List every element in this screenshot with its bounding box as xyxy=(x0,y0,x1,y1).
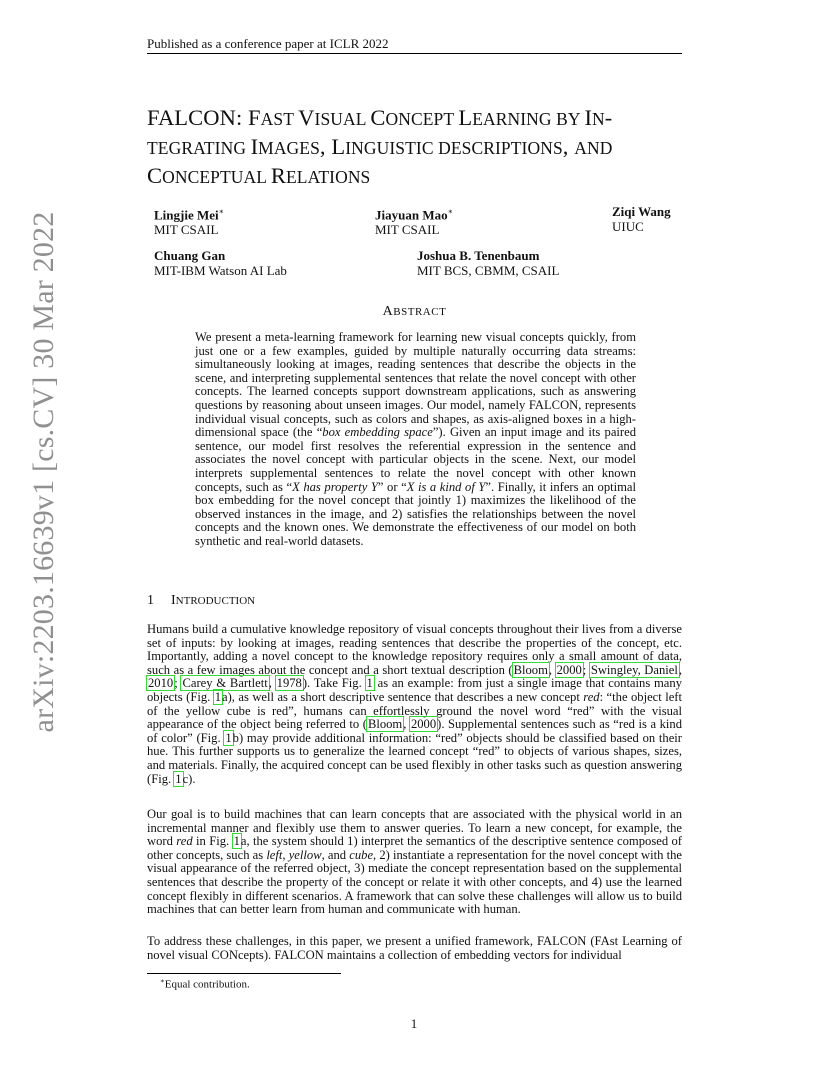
text-run: ONCEPTUAL xyxy=(162,167,271,187)
citation-link[interactable]: 2000 xyxy=(410,717,437,732)
text-run: AST xyxy=(260,109,299,129)
text-run: , xyxy=(562,134,575,159)
text-run: INGUISTIC DESCRIPTIONS xyxy=(345,138,563,158)
emphasis-text: yellow xyxy=(288,847,322,862)
text-run: in Fig. xyxy=(192,834,233,849)
text-run: ; xyxy=(582,662,590,677)
citation-link[interactable]: 2000 xyxy=(556,662,582,677)
text-run: MAGES xyxy=(258,138,320,158)
text-run: AND xyxy=(574,138,613,158)
footnote: ∗Equal contribution. xyxy=(160,977,250,991)
text-run: TEGRATING xyxy=(147,138,251,158)
text-run: ELATIONS xyxy=(285,167,371,187)
section-heading-introduction: 1 INTRODUCTION xyxy=(147,593,256,608)
running-header: Published as a conference paper at ICLR 2022 xyxy=(147,36,389,51)
author-affiliation: MIT-IBM Watson AI Lab xyxy=(154,263,287,278)
text-run: EARNING BY xyxy=(472,109,585,129)
text-run: To address these challenges, in this paper, we present a unified framework, FALCON (FAst Learning of novel visual CONcepts). FALCON maintains a collection of embedding vectors for individual xyxy=(147,934,682,962)
text-run: R xyxy=(270,163,286,188)
text-run: b) may provide additional information: “red” objects should be classified based on their hue. This further supports us to generalize the learned concept “red” to objects of various shapes, sizes, and materials. Finally, the acquired concept can be used flexibly in other tasks such as question answering (Fig. xyxy=(147,730,683,786)
emphasis-text: red xyxy=(583,689,600,704)
citation-link[interactable]: Bloom xyxy=(367,717,403,732)
text-run: N xyxy=(592,109,605,129)
author-block xyxy=(154,204,224,237)
text-run: c). xyxy=(182,771,196,786)
text-run: a), as well as a short descriptive sentence that describes a new concept xyxy=(222,689,584,704)
arxiv-side-label: arXiv:2203.16639v1 [cs.CV] 30 Mar 2022 xyxy=(27,211,60,733)
abstract-body xyxy=(195,331,636,549)
citation-link[interactable]: 2010 xyxy=(148,676,174,691)
citation-link[interactable]: 1 xyxy=(214,689,222,704)
citation-link[interactable]: 1978 xyxy=(276,676,302,691)
citation-link[interactable]: 1 xyxy=(233,834,240,849)
header-divider xyxy=(147,53,682,54)
author-affiliation: MIT CSAIL xyxy=(154,222,219,238)
text-run: ). Take Fig. xyxy=(302,676,366,691)
text-run: ISUAL xyxy=(314,109,371,129)
text-run: , xyxy=(403,717,410,732)
author-name: Chuang Gan xyxy=(154,248,226,263)
citation-link[interactable]: 1 xyxy=(175,771,182,786)
author-affiliation: UIUC xyxy=(612,219,644,234)
text-run: ). Supplemental sentences such as “red is a kind of color” (Fig. xyxy=(147,717,682,745)
emphasis-text: left xyxy=(266,847,283,862)
author-name: Ziqi Wang xyxy=(612,204,671,219)
text-run: ”). Given an input image and its paired sentence, our model first resolves the referential expression in the sentence and associates the novel concept with particular objects in the scene. Next, our model interprets supplemental sentences to relate the novel concept with other known concepts, such as “ xyxy=(195,425,636,494)
abstract-heading: ABSTRACT xyxy=(382,304,447,319)
author-affiliation: MIT BCS, CBMM, CSAIL xyxy=(417,263,560,278)
page-number: 1 xyxy=(410,1016,418,1031)
author-block xyxy=(154,248,287,278)
author-block xyxy=(612,204,671,234)
emphasis-text: X has property Y xyxy=(292,479,378,494)
text-run: , xyxy=(678,662,682,677)
title-line-1 xyxy=(147,104,692,133)
text-run: : “the object left of the yellow cube is red”, humans can effortlessly ground the novel word “red” with the visual appearance of the object being referred to ( xyxy=(147,689,682,732)
title-line-2 xyxy=(147,133,692,162)
title-line-3 xyxy=(147,162,692,191)
text-run: FALCON: F xyxy=(147,105,261,130)
text-run: , xyxy=(268,676,276,691)
text-run: ; xyxy=(174,676,182,691)
author-block xyxy=(375,204,453,237)
footnote-divider xyxy=(147,973,341,974)
emphasis-text: cube xyxy=(349,847,374,862)
text-run: I xyxy=(584,105,593,130)
emphasis-text: box embedding space xyxy=(322,425,433,440)
text-run: Our goal is to build machines that can learn concepts that are associated with the physical world in an incremental manner and flexibly use them to answer queries. To learn a new concept, for example, the word xyxy=(147,807,682,849)
text-run: as an example: from just a single image that contains many objects (Fig. xyxy=(147,676,682,704)
author-name: Jiayuan Mao∗ xyxy=(375,207,454,223)
text-run: - xyxy=(604,105,613,130)
citation-link[interactable]: 1 xyxy=(225,730,232,745)
author-block xyxy=(417,248,559,278)
text-run: ” or “ xyxy=(377,479,407,494)
author-affiliation: MIT CSAIL xyxy=(375,222,440,238)
citation-link[interactable]: 1 xyxy=(366,676,373,691)
text-run: C xyxy=(147,163,163,188)
text-run: a, the system should 1) interpret the semantics of the descriptive sentence composed of other concepts, such as xyxy=(147,834,683,862)
text-run: L xyxy=(458,105,473,130)
emphasis-text: X is a kind of Y xyxy=(406,479,486,494)
text-run: C xyxy=(370,105,386,130)
text-run: , xyxy=(282,847,289,862)
text-run: ONCEPT xyxy=(385,109,459,129)
author-name: Joshua B. Tenenbaum xyxy=(417,248,540,263)
citation-link[interactable]: Carey & Bartlett xyxy=(182,676,268,691)
emphasis-text: red xyxy=(176,834,193,849)
text-run: ”. Finally, it infers an optimal box embedding for the novel concept that jointly 1) maximizes the likelihood of the observed instances in the image, and 2) satisfies the relationships between the novel concepts and the known ones. We demonstrate the effectiveness of our model on both synthetic and real-world datasets. xyxy=(195,479,637,548)
text-run: V xyxy=(298,105,315,130)
author-name: Lingjie Mei∗ xyxy=(154,207,225,223)
text-run: , 2) instantiate a representation for the novel concept with the visual appearance of the referred object, 3) mediate the concept representation based on the supplemental sentences that describe the property of the concept or relate it with other concepts, and 4) use the learned concept flexibly in different scenarios. A framework that can solve these challenges will allow us to build machines that can better learn from human and communicate with human. xyxy=(147,847,682,917)
text-run: Humans build a cumulative knowledge repository of visual concepts throughout their lives from a diverse set of inputs: by looking at images, reading sentences that describe the properties of the concept, etc. Importantly, adding a novel concept to the knowledge repository requires only a small amount of data, such as a few images about the concept and a short textual description ( xyxy=(147,622,682,677)
text-run: We present a meta-learning framework for learning new visual concepts quickly, from just one or a few examples, guided by multiple naturally occurring data streams: simultaneously looking at images, reading sentences that describe the objects in the scene, and interpreting supplemental sentences that relate the novel concept with other concepts. The learned concepts support downstream applications, such as answering questions by reasoning about unseen images. Our model, namely FALCON, represents individual visual concepts, such as colors and shapes, as axis-aligned boxes in a high-dimensional space (the “ xyxy=(195,330,636,440)
citation-link[interactable]: Swingley, Daniel xyxy=(590,662,678,677)
intro-paragraph-3 xyxy=(147,935,682,962)
text-run: , and xyxy=(321,847,350,862)
text-run: , xyxy=(548,662,556,677)
citation-link[interactable]: Bloom xyxy=(513,662,548,677)
text-run: I xyxy=(250,134,259,159)
intro-paragraph-2 xyxy=(147,808,682,917)
text-run: , L xyxy=(319,134,346,159)
paper-title xyxy=(147,104,692,191)
intro-paragraph-1 xyxy=(147,623,682,786)
